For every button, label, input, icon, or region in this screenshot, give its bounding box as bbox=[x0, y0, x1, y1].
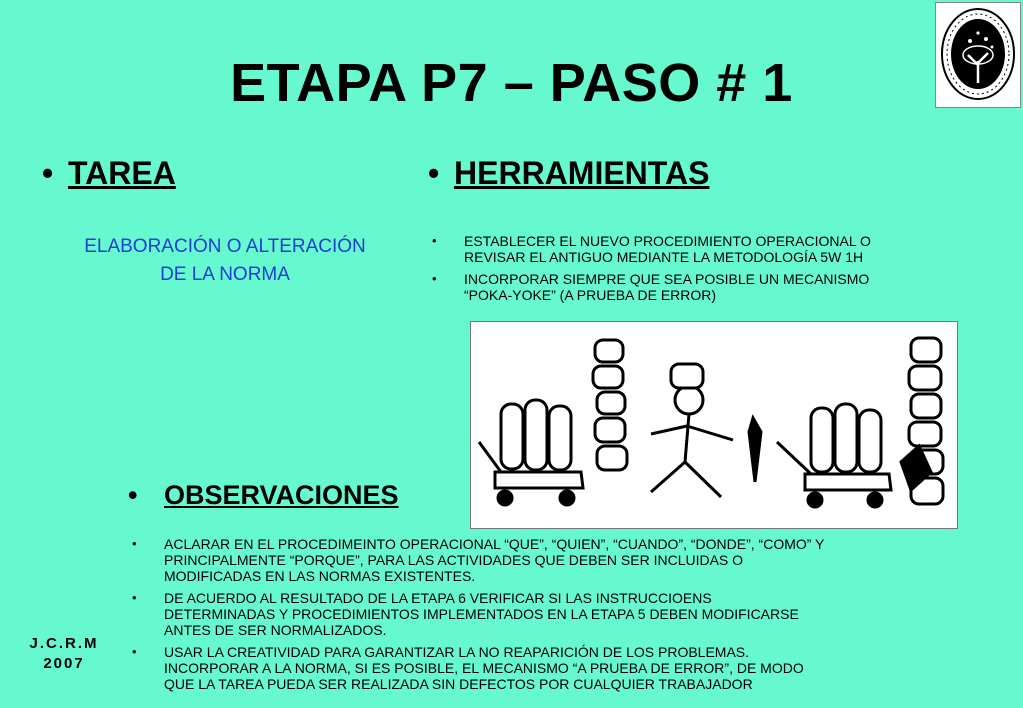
list-line: • ACLARAR EN EL PROCEDIMEINTO OPERACIONAL “QUE”, “QUIEN”, “CUANDO”, “DONDE”, “COMO” Y bbox=[164, 536, 825, 552]
slide-title: ETAPA P7 – PASO # 1 bbox=[230, 53, 793, 113]
observaciones-heading-text: OBSERVACIONES bbox=[164, 480, 399, 510]
list-line: “POKA-YOKE” (A PRUEBA DE ERROR) bbox=[464, 287, 717, 303]
credit-initials: J.C.R.M bbox=[29, 635, 99, 652]
herramientas-list bbox=[428, 233, 988, 309]
list-item bbox=[428, 271, 988, 303]
list-line: MODIFICADAS EN LAS NORMAS EXISTENTES. bbox=[164, 568, 476, 584]
author-credit bbox=[14, 634, 114, 674]
list-line: • USAR LA CREATIVIDAD PARA GARANTIZAR LA NO REAPARICIÓN DE LOS PROBLEMAS. bbox=[164, 644, 750, 660]
list-line: ANTES DE SER NORMALIZADOS. bbox=[164, 622, 387, 638]
university-seal-icon bbox=[935, 2, 1021, 108]
list-line: • ESTABLECER EL NUEVO PROCEDIMIENTO OPERACIONAL O bbox=[464, 233, 871, 249]
herramientas-heading bbox=[428, 155, 709, 192]
list-item bbox=[128, 644, 928, 692]
bullet-icon: • bbox=[42, 155, 54, 191]
tarea-line: DE LA NORMA bbox=[160, 264, 290, 285]
bullet-icon: • bbox=[428, 155, 440, 191]
tarea-heading bbox=[42, 155, 176, 192]
list-item bbox=[428, 233, 988, 265]
list-line: QUE LA TAREA PUEDA SER REALIZADA SIN DEFECTOS POR CUALQUIER TRABAJADOR bbox=[164, 676, 753, 692]
observaciones-list bbox=[128, 536, 928, 698]
herramientas-heading-text: HERRAMIENTAS bbox=[454, 155, 710, 191]
list-line: • DE ACUERDO AL RESULTADO DE LA ETAPA 6 VERIFICAR SI LAS INSTRUCCIOENS bbox=[164, 590, 712, 606]
tarea-heading-text: TAREA bbox=[68, 155, 176, 191]
tarea-line: ELABORACIÓN O ALTERACIÓN bbox=[84, 236, 366, 257]
poka-yoke-cartoon-icon bbox=[470, 321, 958, 529]
list-line: INCORPORAR A LA NORMA, SI ES POSIBLE, EL MECANISMO “A PRUEBA DE ERROR”, DE MODO bbox=[164, 660, 804, 676]
bullet-icon: • bbox=[128, 480, 138, 510]
list-line: PRINCIPALMENTE “PORQUE”, PARA LAS ACTIVIDADES QUE DEBEN SER INCLUIDAS O bbox=[164, 552, 744, 568]
credit-year: 2007 bbox=[43, 655, 85, 672]
list-line: DETERMINADAS Y PROCEDIMIENTOS IMPLEMENTADOS EN LA ETAPA 5 DEBEN MODIFICARSE bbox=[164, 606, 799, 622]
observaciones-heading bbox=[128, 480, 399, 511]
tarea-description bbox=[40, 233, 410, 289]
list-line: REVISAR EL ANTIGUO MEDIANTE LA METODOLOGÍA 5W 1H bbox=[464, 249, 864, 265]
list-line: • INCORPORAR SIEMPRE QUE SEA POSIBLE UN MECANISMO bbox=[464, 271, 870, 287]
list-item bbox=[128, 536, 928, 584]
list-item bbox=[128, 590, 928, 638]
